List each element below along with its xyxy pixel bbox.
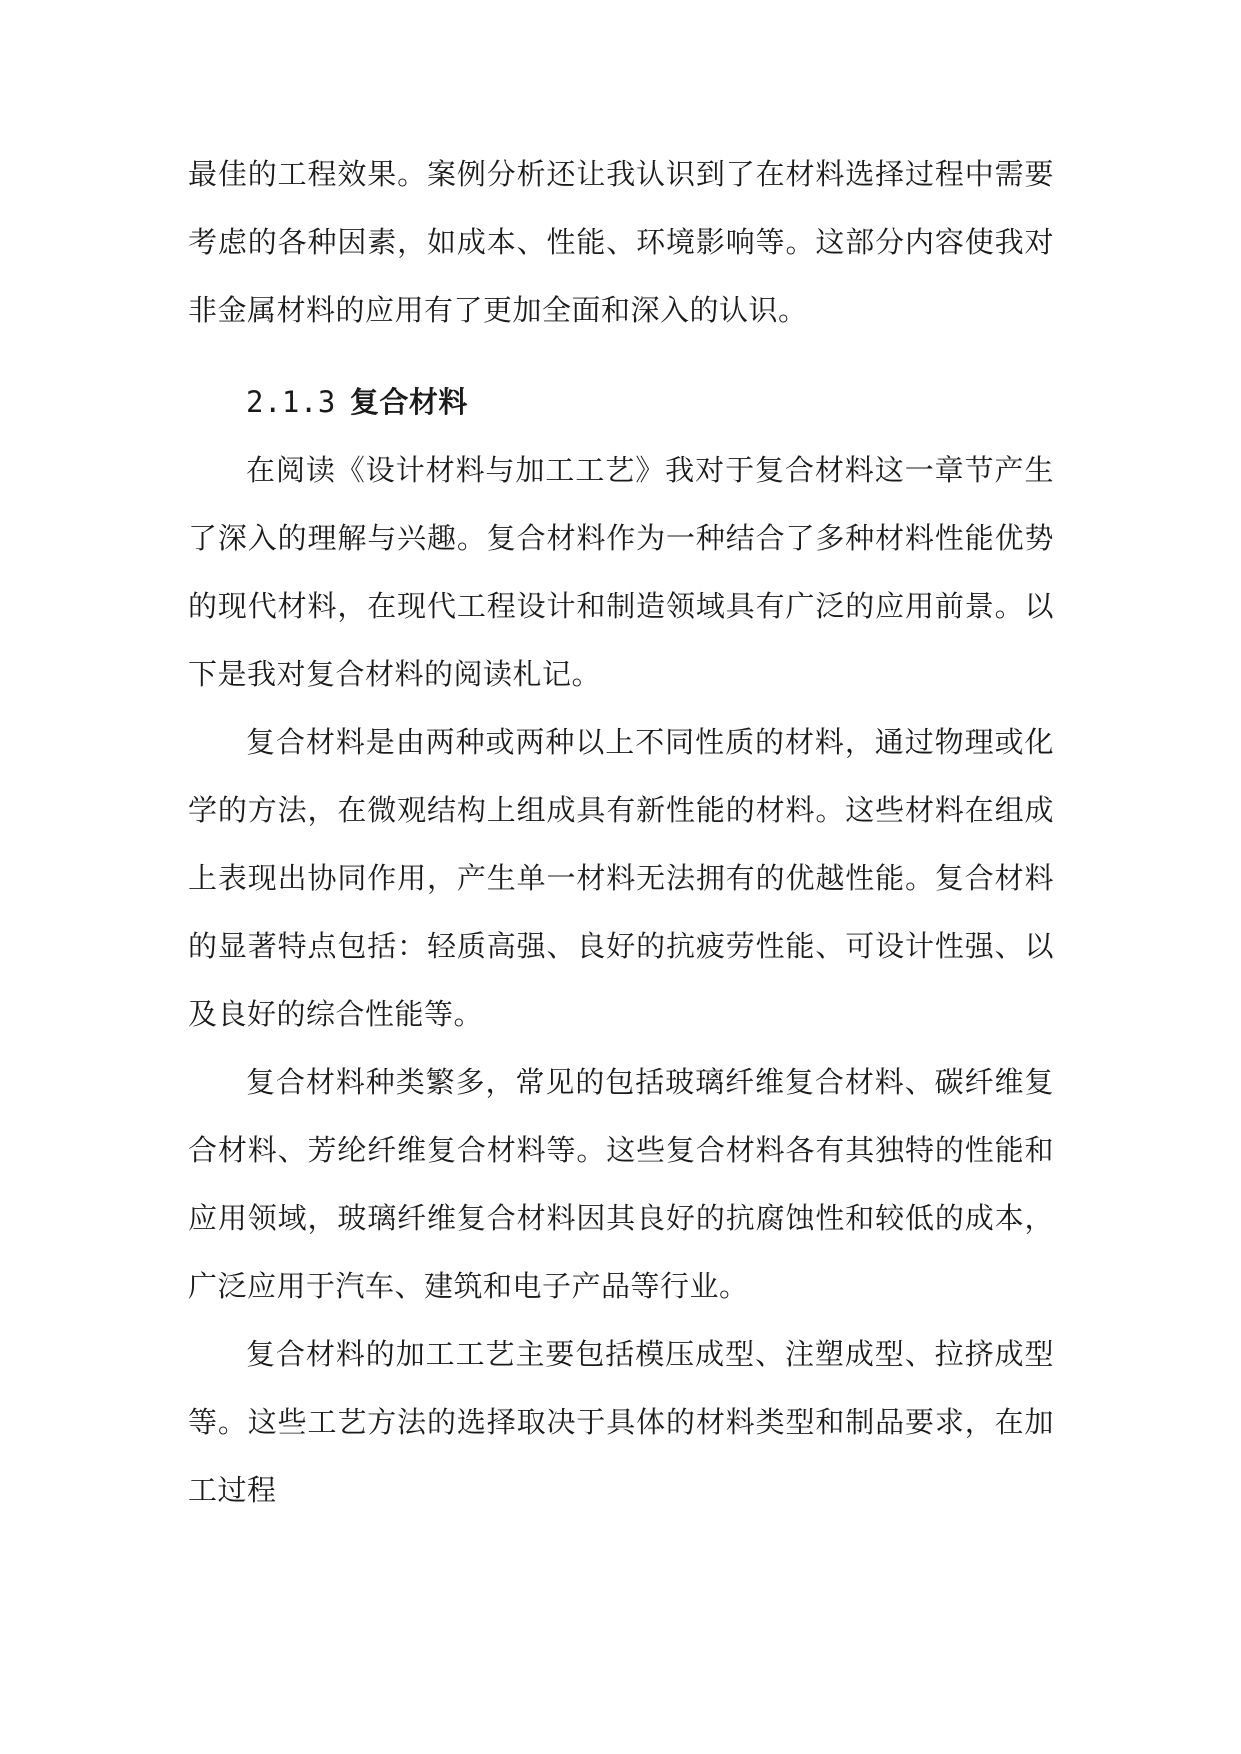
paragraph-intro: 在阅读《设计材料与加工工艺》我对于复合材料这一章节产生了深入的理解与兴趣。复合材料作为一种结合了多种材料性能优势的现代材料，在现代工程设计和制造领域具有广泛的应用前景。以下是我对复合材料的阅读札记。 [188,453,1054,691]
paragraph-types: 复合材料种类繁多，常见的包括玻璃纤维复合材料、碳纤维复合材料、芳纶纤维复合材料等。这些复合材料各有其独特的性能和应用领域，玻璃纤维复合材料因其良好的抗腐蚀性和较低的成本，广泛应用于汽车、建筑和电子产品等行业。 [188,1065,1054,1303]
section-title: 复合材料 [349,385,468,419]
section-number: 2.1.3 [246,385,336,419]
section-heading [188,368,1054,436]
paragraph-processing: 复合材料的加工工艺主要包括模压成型、注塑成型、拉挤成型等。这些工艺方法的选择取决于具体的材料类型和制品要求，在加工过程 [188,1337,1054,1507]
document-body [188,140,1054,1524]
paragraph-nonmetal-summary: 最佳的工程效果。案例分析还让我认识到了在材料选择过程中需要考虑的各种因素，如成本、性能、环境影响等。这部分内容使我对非金属材料的应用有了更加全面和深入的认识。 [188,157,1054,327]
paragraph-definition: 复合材料是由两种或两种以上不同性质的材料，通过物理或化学的方法，在微观结构上组成具有新性能的材料。这些材料在组成上表现出协同作用，产生单一材料无法拥有的优越性能。复合材料的显著特点包括：轻质高强、良好的抗疲劳性能、可设计性强、以及良好的综合性能等。 [188,725,1054,1031]
